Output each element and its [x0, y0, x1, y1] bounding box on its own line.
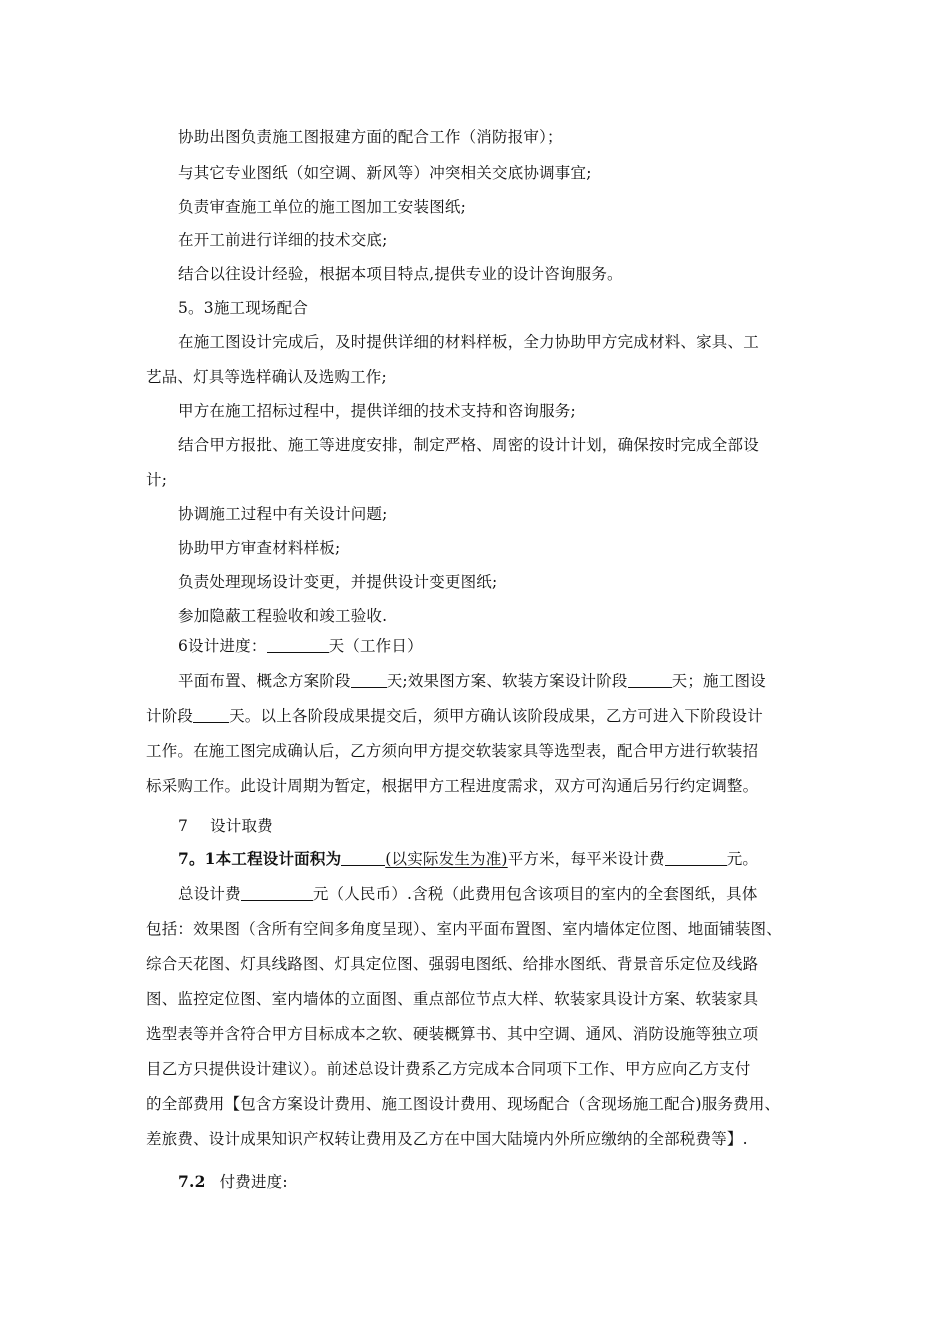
text-line	[178, 884, 758, 904]
blank-field	[351, 672, 387, 688]
text-line: 在施工图设计完成后，及时提供详细的材料样板，全力协助甲方完成材料、家具、工	[178, 333, 759, 351]
section-heading: 5。3施工现场配合	[178, 299, 309, 317]
text-segment: 元。	[726, 850, 759, 868]
text-segment: 平方米，每平米设计费	[507, 850, 665, 868]
text-line: 结合以往设计经验，根据本项目特点,提供专业的设计咨询服务。	[178, 265, 623, 283]
text-line	[146, 706, 763, 726]
text-segment: 天；施工图设	[671, 672, 766, 690]
text-line: 包括：效果图（含所有空间多角度呈现）、室内平面布置图、室内墙体定位图、地面铺装图、	[146, 920, 782, 938]
text-segment: 7。1本工程设计面积为	[178, 849, 342, 868]
text-segment: 计阶段	[146, 707, 194, 725]
text-line: 在开工前进行详细的技术交底;	[178, 231, 388, 249]
text-line: 工作。在施工图完成确认后，乙方须向甲方提交软装家具等选型表，配合甲方进行软装招	[146, 742, 759, 760]
blank-field	[241, 885, 313, 901]
blank-field	[341, 850, 385, 866]
text-line: 综合天花图、灯具线路图、灯具定位图、强弱电图纸、给排水图纸、背景音乐定位及线路	[146, 955, 759, 973]
text-line: 选型表等并含符合甲方目标成本之软、硬装概算书、其中空调、通风、消防设施等独立项	[146, 1025, 759, 1043]
text-line: 标采购工作。此设计周期为暂定，根据甲方工程进度需求，双方可沟通后另行约定调整。	[146, 777, 759, 795]
text-line: 差旅费、设计成果知识产权转让费用及乙方在中国大陆境内外所应缴纳的全部税费等】.	[146, 1130, 748, 1148]
text-line: 协助甲方审查材料样板;	[178, 539, 341, 557]
text-line	[178, 849, 758, 869]
text-line: 与其它专业图纸（如空调、新风等）冲突相关交底协调事宜;	[178, 164, 592, 182]
text-segment: 平面布置、概念方案阶段	[178, 672, 351, 690]
text-segment: 元（人民币）.含税（此费用包含该项目的室内的全套图纸，具体	[312, 885, 758, 903]
text-line: 图、监控定位图、室内墙体的立面图、重点部位节点大样、软装家具设计方案、软装家具	[146, 990, 759, 1008]
text-line: 艺品、灯具等选样确认及选购工作;	[146, 368, 387, 386]
text-line: 负责审查施工单位的施工图加工安装图纸;	[178, 198, 467, 216]
text-line: 协助出图负责施工图报建方面的配合工作（消防报审）；	[178, 128, 563, 146]
text-segment: 天;效果图方案、软装方案设计阶段	[386, 672, 628, 690]
blank-field	[193, 707, 229, 723]
section-number: 7	[178, 817, 189, 835]
schedule-unit: 天（工作日）	[328, 637, 423, 655]
text-line: 参加隐蔽工程验收和竣工验收.	[178, 607, 388, 625]
section-number: 7.2	[178, 1172, 206, 1191]
text-line: 协调施工过程中有关设计问题;	[178, 505, 388, 523]
schedule-label: 6设计进度：	[178, 637, 267, 655]
blank-field	[665, 850, 727, 866]
blank-field	[267, 637, 329, 653]
text-line: 目乙方只提供设计建议）。前述总设计费系乙方完成本合同项下工作、甲方应向乙方支付	[146, 1060, 751, 1078]
section-title: 设计取费	[210, 817, 273, 835]
blank-field	[628, 672, 672, 688]
schedule-heading	[178, 636, 423, 656]
section-heading	[178, 816, 273, 836]
text-line: 负责处理现场设计变更，并提供设计变更图纸;	[178, 573, 498, 591]
text-line: 的全部费用【包含方案设计费用、施工图设计费用、现场配合（含现场施工配合)服务费用、	[146, 1095, 781, 1113]
text-line: 甲方在施工招标过程中，提供详细的技术支持和咨询服务;	[178, 402, 576, 420]
text-line	[178, 671, 766, 691]
text-segment: 天。以上各阶段成果提交后，须甲方确认该阶段成果，乙方可进入下阶段设计	[229, 707, 763, 725]
text-segment: 总设计费	[178, 885, 241, 903]
section-title: 付费进度:	[219, 1173, 288, 1191]
underlined-note: (以实际发生为准)	[385, 850, 508, 868]
section-heading	[178, 1172, 288, 1192]
text-line: 结合甲方报批、施工等进度安排，制定严格、周密的设计计划，确保按时完成全部设	[178, 436, 759, 454]
text-line: 计;	[146, 471, 168, 489]
